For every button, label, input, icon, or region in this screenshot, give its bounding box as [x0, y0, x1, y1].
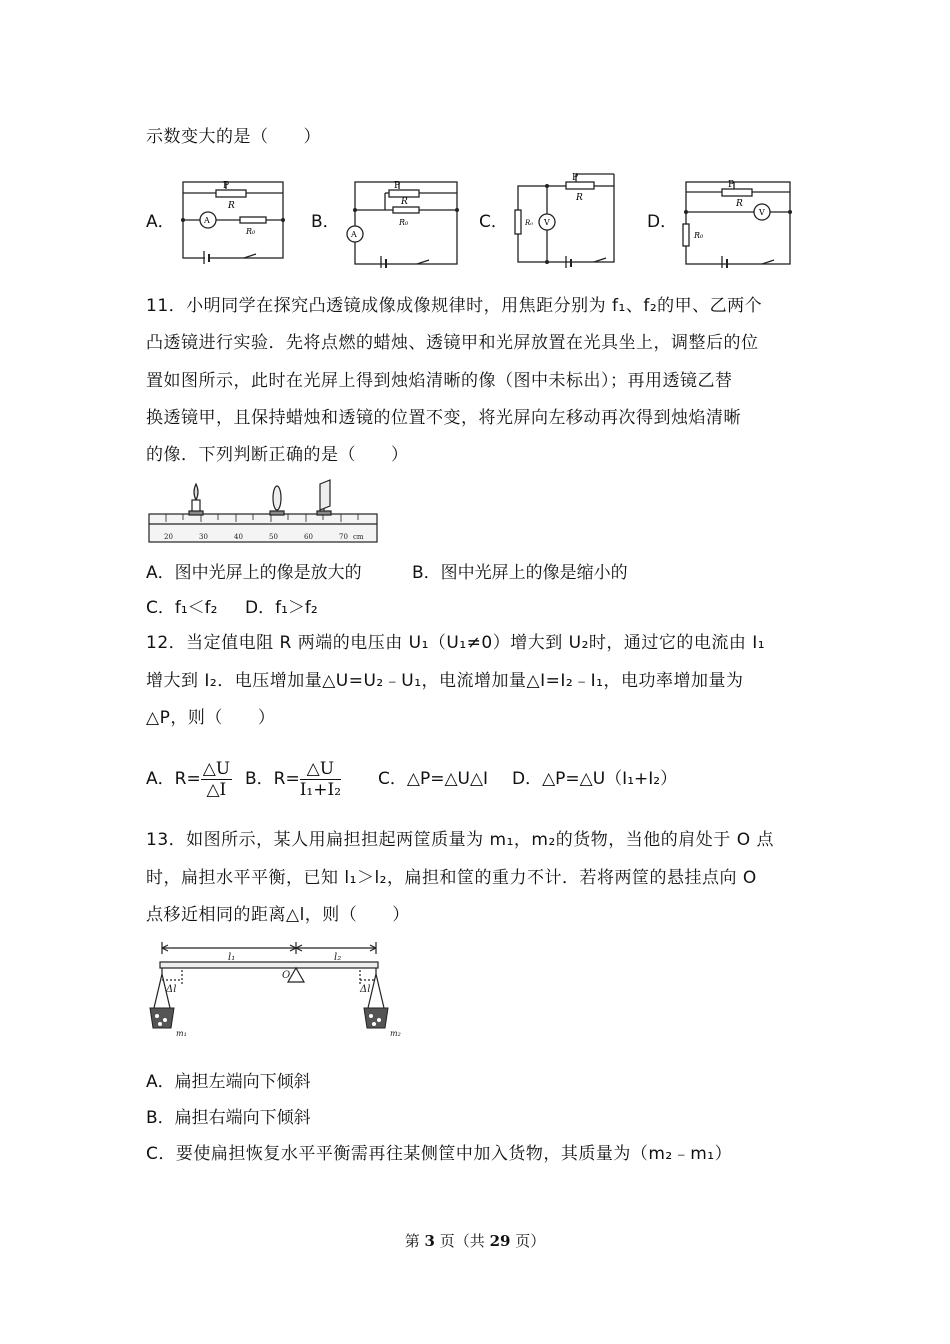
slider-p-label: P	[728, 180, 735, 190]
l2-label: l₂	[334, 952, 342, 963]
ruler-tick-70: 70	[339, 533, 348, 541]
voltmeter-label: V	[759, 208, 765, 217]
q11-stem-line-2: 凸透镜进行实验．先将点燃的蜡烛、透镜甲和光屏放置在光具坐上，调整后的位	[146, 333, 759, 353]
ruler-unit: cm	[353, 533, 364, 541]
m2-label: m₂	[390, 1029, 401, 1038]
fixed-resistor-label: R₀	[399, 218, 409, 227]
fixed-resistor-label: R₀	[694, 231, 704, 240]
fraction-numerator: △U	[300, 759, 341, 780]
ruler-tick-40: 40	[234, 533, 243, 541]
q10-circuit-c	[510, 172, 622, 268]
q11-stem-line-1: 11．小明同学在探究凸透镜成像成像规律时，用焦距分别为 f₁、f₂的甲、乙两个	[146, 296, 763, 316]
slider-p-label: P	[223, 181, 230, 191]
q12-option-b	[245, 758, 341, 800]
q12-option-c: C．△P=△U△I	[378, 769, 489, 789]
rheostat-label: R	[736, 199, 743, 209]
q11-option-a: A．图中光屏上的像是放大的	[146, 563, 362, 583]
candle-icon	[189, 484, 203, 515]
voltmeter-label: V	[544, 218, 550, 227]
q12-option-a-prefix: A．R=	[146, 769, 201, 789]
q10-stem-tail: 示数变大的是（ ）	[146, 127, 321, 147]
rheostat-label: R	[576, 193, 583, 203]
q13-carrying-pole-figure	[146, 940, 408, 1046]
rheostat-label: R	[228, 201, 235, 211]
fraction-denominator: △I	[206, 779, 227, 800]
delta-l-left-label: Δl	[166, 984, 177, 995]
q12-stem-line-3: △P，则（ ）	[146, 708, 276, 728]
q12-option-a-fraction	[201, 759, 232, 800]
rheostat-label: R	[401, 197, 408, 207]
slider-p-label: P	[394, 181, 401, 191]
q11-optical-bench-figure	[146, 476, 380, 548]
footer-total-pages: 29	[489, 1232, 511, 1250]
q12-option-b-fraction	[300, 759, 341, 800]
q11-option-c: C．f₁＜f₂	[146, 598, 218, 618]
q10-option-b-label: B．	[311, 212, 340, 232]
q11-stem-line-4: 换透镜甲，且保持蜡烛和透镜的位置不变，将光屏向左移动再次得到烛焰清晰	[146, 408, 741, 428]
fixed-resistor-label: R₀	[246, 227, 256, 236]
left-basket-icon	[150, 1008, 174, 1028]
q10-circuit-d	[678, 172, 798, 268]
q10-option-d-label: D．	[647, 212, 678, 232]
q11-stem-line-3: 置如图所示，此时在光屏上得到烛焰清晰的像（图中未标出）；再用透镜乙替	[146, 371, 733, 391]
pivot-o-label: O	[282, 970, 291, 981]
ruler-tick-50: 50	[269, 533, 278, 541]
q13-stem-line-3: 点移近相同的距离△l，则（ ）	[146, 905, 410, 925]
right-basket-icon	[364, 1008, 388, 1028]
footer-suffix: 页）	[515, 1232, 546, 1250]
delta-l-right-label: Δl	[360, 984, 371, 995]
q13-stem-line-1: 13．如图所示，某人用扁担担起两筐质量为 m₁，m₂的货物，当他的肩处于 O 点	[146, 830, 774, 850]
q10-option-a-label: A．	[146, 212, 175, 232]
q12-stem-line-1: 12．当定值电阻 R 两端的电压由 U₁（U₁≠0）增大到 U₂时，通过它的电流由 I₁	[146, 633, 766, 653]
fraction-numerator: △U	[202, 758, 231, 779]
q13-stem-line-2: 时，扁担水平平衡，已知 l₁＞l₂，扁担和筐的重力不计．若将两筐的悬挂点向 O	[146, 868, 757, 888]
ruler-tick-20: 20	[164, 533, 173, 541]
q12-stem-line-2: 增大到 I₂．电压增加量△U=U₂﹣U₁，电流增加量△I=I₂﹣I₁，电功率增加量为	[146, 671, 744, 691]
q12-option-d: D．△P=△U（I₁+I₂）	[512, 769, 678, 789]
q13-option-b: B．扁担右端向下倾斜	[146, 1108, 311, 1128]
footer-mid: 页（共	[439, 1232, 485, 1250]
m1-label: m₁	[176, 1029, 187, 1038]
ruler-tick-60: 60	[304, 533, 313, 541]
ammeter-label: A	[351, 230, 357, 239]
q12-option-a	[146, 758, 232, 800]
slider-p-label: P	[572, 173, 579, 183]
l1-label: l₁	[228, 952, 236, 963]
ruler-tick-30: 30	[199, 533, 208, 541]
ammeter-label: A	[204, 216, 210, 225]
q10-option-c-label: C．	[479, 212, 508, 232]
screen-icon	[317, 480, 331, 515]
q13-option-a: A．扁担左端向下倾斜	[146, 1072, 311, 1092]
page-footer	[0, 1230, 950, 1251]
fixed-resistor-label: R₀	[525, 219, 534, 227]
q10-circuit-b	[345, 172, 463, 268]
q11-option-d: D．f₁＞f₂	[245, 598, 318, 618]
q11-stem-line-5: 的像．下列判断正确的是（ ）	[146, 445, 409, 465]
q11-option-b: B．图中光屏上的像是缩小的	[412, 563, 628, 583]
q12-option-b-prefix: B．R=	[245, 769, 300, 789]
fraction-denominator: I₁+I₂	[299, 779, 342, 800]
footer-prefix: 第	[404, 1232, 420, 1250]
footer-page-number: 3	[424, 1232, 435, 1250]
q13-option-c: C．要使扁担恢复水平平衡需再往某侧筐中加入货物，其质量为（m₂﹣m₁）	[146, 1144, 733, 1164]
lens-icon	[270, 486, 284, 515]
q10-circuit-a	[178, 172, 290, 264]
